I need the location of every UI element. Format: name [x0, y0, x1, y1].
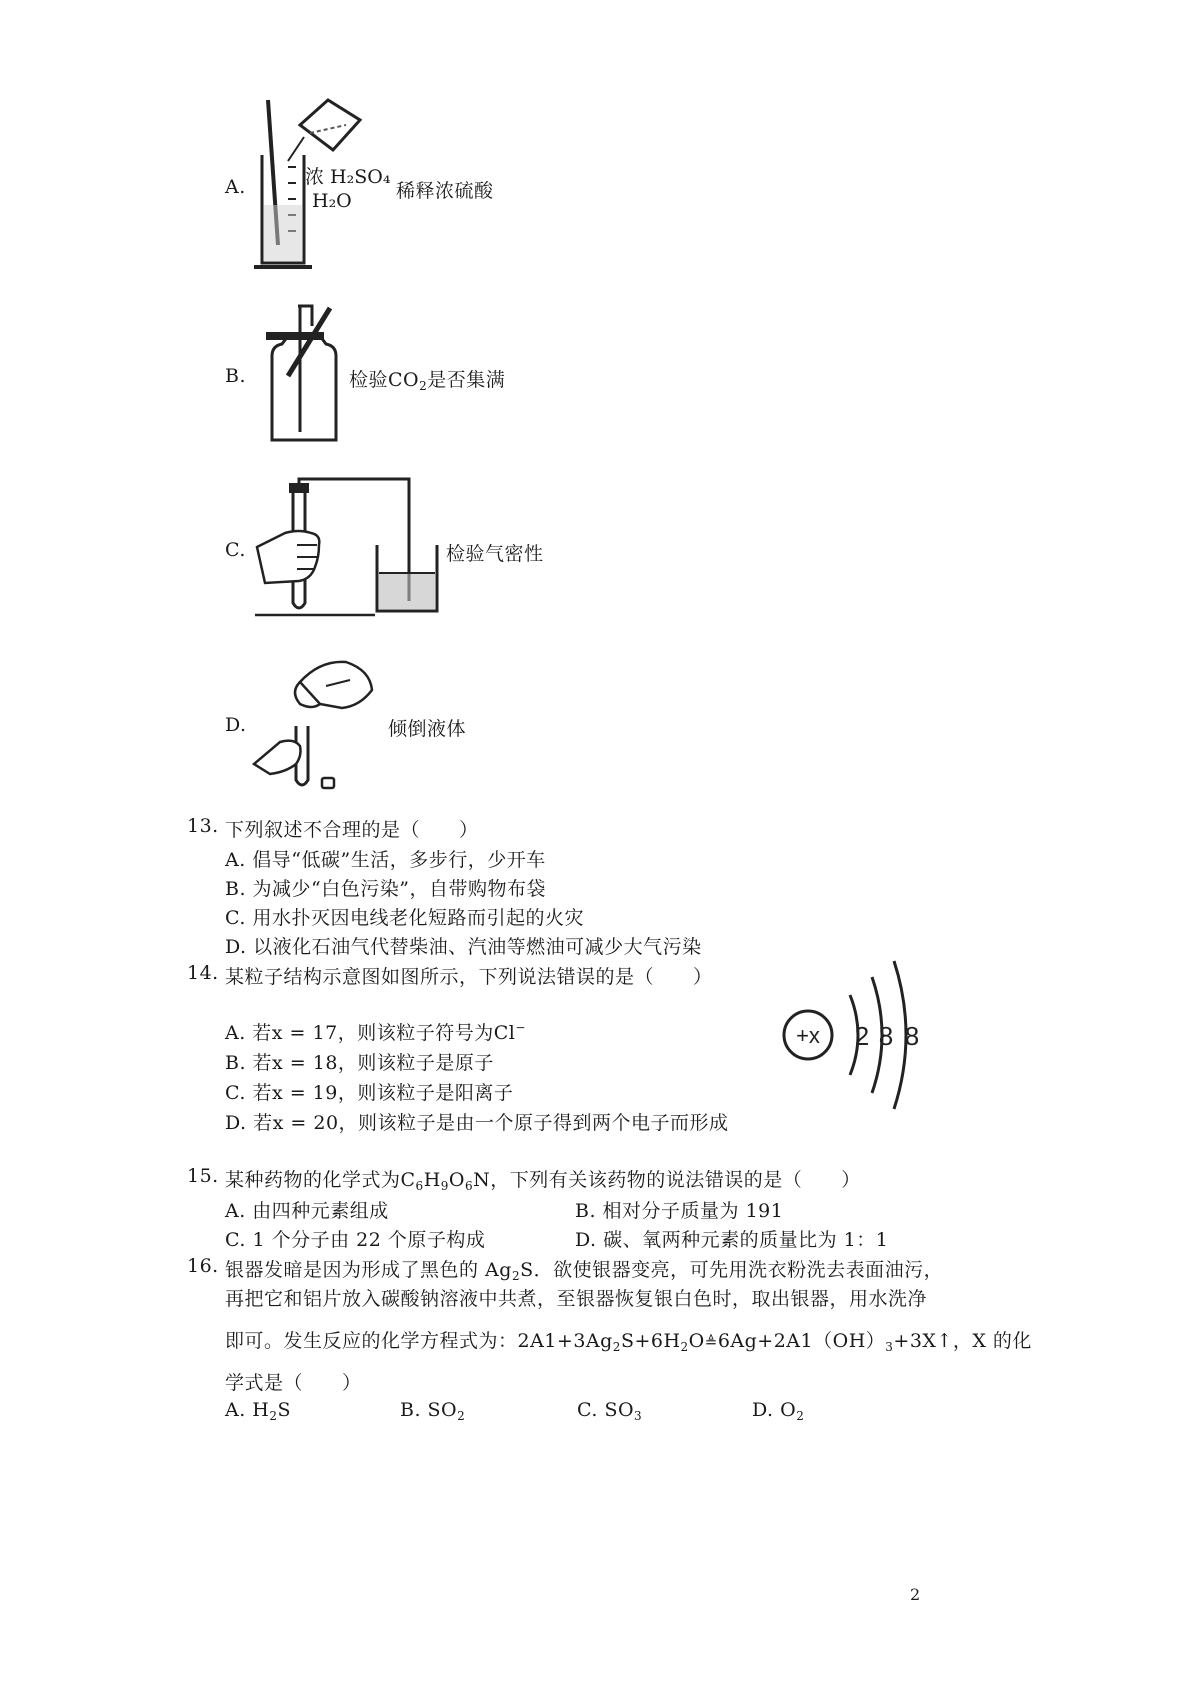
q14-option-c: C. 若x = 19，则该粒子是阳离子 — [225, 1082, 514, 1104]
q12-option-c-caption: 检验气密性 — [446, 543, 544, 565]
q16-line-2: 再把它和铝片放入碳酸钠溶液中共煮，至银器恢复银白色时，取出银器，用水洗净 — [225, 1288, 928, 1310]
shell-1-electrons: 2 — [854, 1021, 870, 1051]
pour-liquid-figure — [250, 652, 390, 792]
q14-option-d: D. 若x = 20，则该粒子是由一个原子得到两个电子而形成 — [225, 1112, 729, 1134]
shell-2-electrons: 8 — [878, 1021, 894, 1051]
q15-stem: 某种药物的化学式为$C_6H_9O_6N$，下列有关该药物的说法错误的是（ ） — [225, 1169, 861, 1193]
h2so4-label: 浓 H₂SO₄ — [305, 166, 391, 188]
q14-option-a: A. 若x = 17，则该粒子符号为Cl− — [225, 1020, 526, 1044]
q16-option-d: D. $O_2$ — [752, 1399, 805, 1423]
q13-number: 13. — [187, 815, 219, 837]
q12-option-b-letter: B. — [225, 365, 247, 387]
q12-option-a-caption: 稀释浓硫酸 — [396, 180, 494, 202]
q12-option-c-letter: C. — [225, 539, 246, 561]
q16-number: 16. — [187, 1255, 219, 1277]
q14-stem: 某粒子结构示意图如图所示，下列说法错误的是（ ） — [225, 966, 713, 988]
page-number: 2 — [910, 1585, 921, 1604]
q15-option-c: C. 1 个分子由 22 个原子构成 — [225, 1229, 486, 1251]
particle-structure-diagram — [780, 955, 930, 1115]
q13-option-d: D. 以液化石油气代替柴油、汽油等燃油可减少大气污染 — [225, 936, 702, 958]
q15-option-a: A. 由四种元素组成 — [225, 1200, 389, 1222]
q16-equation-line: 即可。发生反应的化学方程式为：$2A1+3Ag_2S+6H_2O≜6Ag+2A1(OH)_3+3X↑$，X 的化 — [225, 1330, 1032, 1354]
co2-bottle-figure — [260, 296, 350, 446]
nucleus-charge: +x — [796, 1023, 820, 1048]
q15-option-d: D. 碳、氧两种元素的质量比为 1：1 — [575, 1229, 889, 1251]
h2o-label: H₂O — [312, 190, 352, 212]
q13-option-b: B. 为减少“白色污染”，自带购物布袋 — [225, 878, 546, 900]
q13-stem: 下列叙述不合理的是（ ） — [225, 819, 479, 841]
q14-option-b: B. 若x = 18，则该粒子是原子 — [225, 1052, 494, 1074]
q12-option-d-letter: D. — [225, 714, 247, 736]
q16-line-1: 银器发暗是因为形成了黑色的 $Ag_2S$．欲使银器变亮，可先用洗衣粉洗去表面油污， — [225, 1259, 944, 1283]
q14-number: 14. — [187, 962, 219, 984]
q15-number: 15. — [187, 1165, 219, 1187]
q12-option-a-letter: A. — [225, 176, 246, 198]
q16-option-c: C. $SO_3$ — [577, 1399, 643, 1423]
q16-line-4: 学式是（ ） — [225, 1372, 362, 1394]
q13-option-a: A. 倡导“低碳”生活，多步行，少开车 — [225, 849, 546, 871]
shell-3-electrons: 8 — [904, 1021, 920, 1051]
q12-option-d-caption: 倾倒液体 — [388, 718, 467, 740]
q13-option-c: C. 用水扑灭因电线老化短路而引起的火灾 — [225, 907, 584, 929]
airtightness-figure — [255, 475, 445, 620]
q15-option-b: B. 相对分子质量为 191 — [575, 1200, 784, 1222]
heat-condition-sign: ≜ — [704, 1333, 718, 1351]
q16-option-a: A. $H_2S$ — [225, 1399, 292, 1423]
q12-option-b-caption: 检验$CO_2$是否集满 — [349, 369, 506, 393]
q16-option-b: B. $SO_2$ — [400, 1399, 466, 1423]
